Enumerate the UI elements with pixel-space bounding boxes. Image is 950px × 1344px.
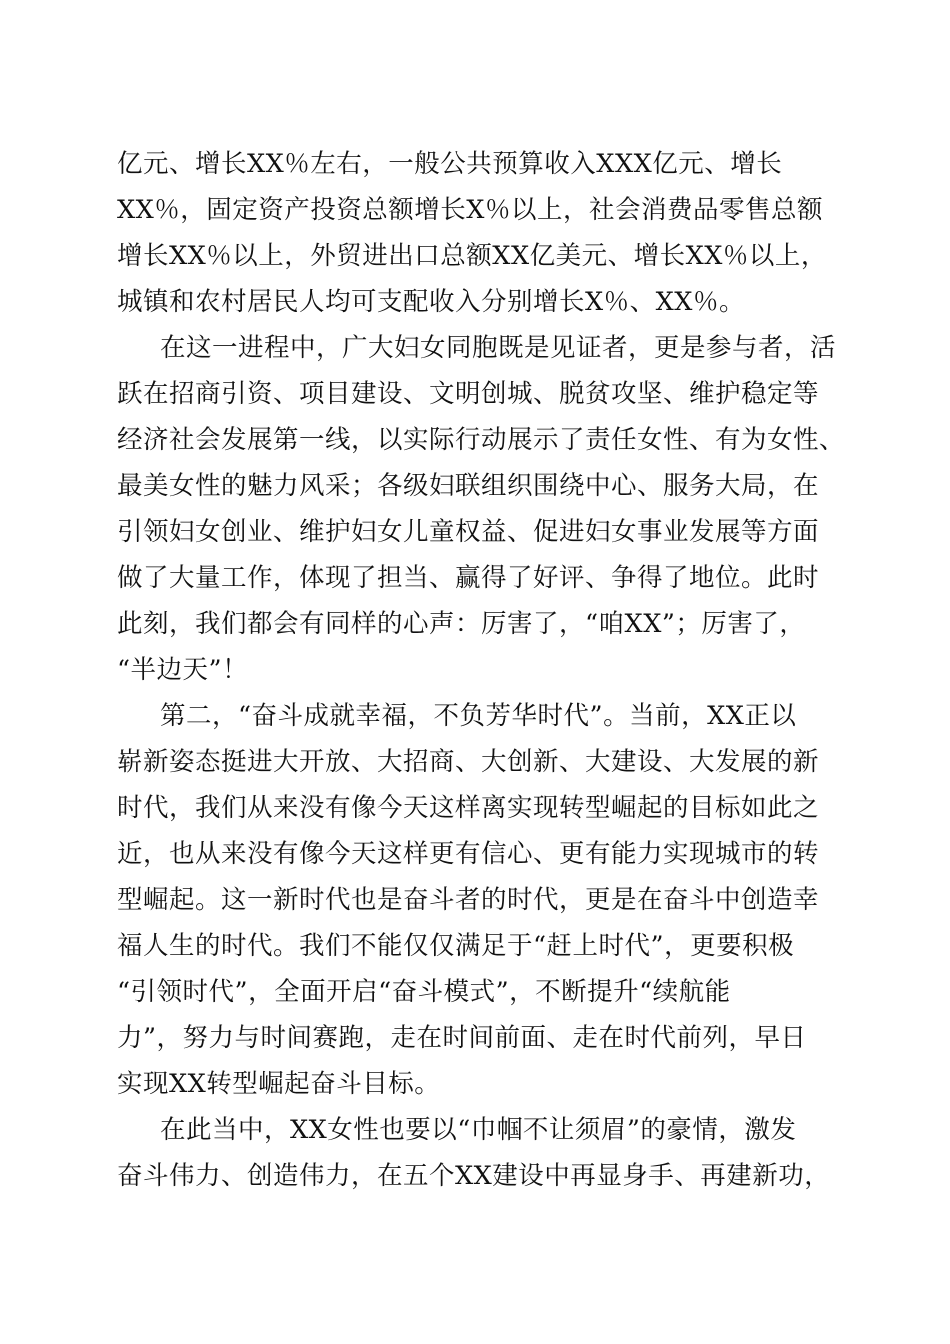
text-line: 经济社会发展第一线，以实际行动展示了责任女性、有为女性、 [117,425,846,455]
text-line: “引领时代”，全面开启“奋斗模式”，不断提升“续航能 [117,977,731,1007]
text-line: XX％，固定资产投资总额增长X％以上，社会消费品零售总额 [117,195,823,225]
text-line: 实现XX转型崛起奋斗目标。 [117,1069,441,1099]
text-line: 增长XX％以上，外贸进出口总额XX亿美元、增长XX％以上， [117,241,827,271]
text-line: 崭新姿态挺进大开放、大招商、大创新、大建设、大发展的新 [117,747,820,777]
text-line: 时代，我们从来没有像今天这样离实现转型崛起的目标如此之 [117,793,820,823]
text-line: 在这一进程中，广大妇女同胞既是见证者，更是参与者，活 [160,333,837,363]
text-line: 第二，“奋斗成就幸福，不负芳华时代”。当前，XX正以 [160,701,797,731]
text-line: 在此当中，XX女性也要以“巾帼不让须眉”的豪情，激发 [160,1115,797,1145]
text-line: 力”，努力与时间赛跑，走在时间前面、走在时代前列，早日 [117,1023,807,1053]
text-line: 福人生的时代。我们不能仅仅满足于“赶上时代”，更要积极 [117,931,795,961]
text-line: 亿元、增长XX％左右，一般公共预算收入XXX亿元、增长 [117,149,783,179]
text-line: 此刻，我们都会有同样的心声：厉害了，“咱XX”；厉害了， [117,609,806,639]
text-line: 跃在招商引资、项目建设、文明创城、脱贫攻坚、维护稳定等 [117,379,820,409]
text-line: “半边天”！ [117,655,249,685]
text-line: 最美女性的魅力风采；各级妇联组织围绕中心、服务大局，在 [117,471,820,501]
text-line: 引领妇女创业、维护妇女儿童权益、促进妇女事业发展等方面 [117,517,820,547]
text-line: 近，也从来没有像今天这样更有信心、更有能力实现城市的转 [117,839,820,869]
text-line: 奋斗伟力、创造伟力，在五个XX建设中再显身手、再建新功， [117,1161,831,1191]
text-line: 做了大量工作，体现了担当、赢得了好评、争得了地位。此时 [117,563,820,593]
text-line: 型崛起。这一新时代也是奋斗者的时代，更是在奋斗中创造幸 [117,885,820,915]
text-line: 城镇和农村居民人均可支配收入分别增长X％、XX％。 [117,287,745,317]
